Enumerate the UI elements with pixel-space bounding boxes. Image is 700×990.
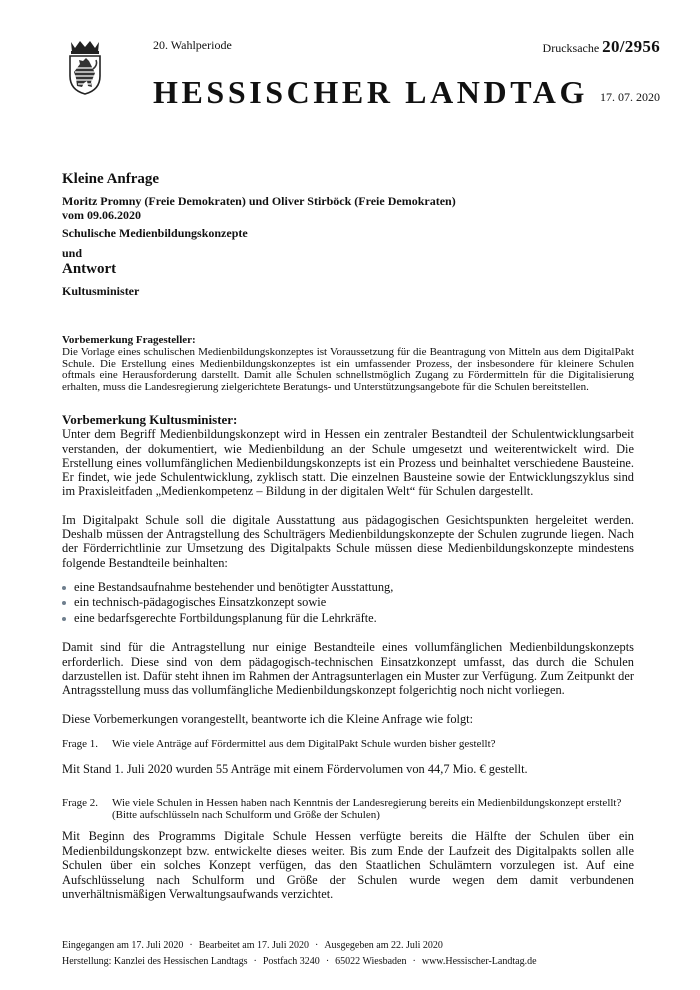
list-item: eine bedarfsgerechte Fortbildungsplanung für die Lehrkräfte. <box>62 611 634 627</box>
list-item: eine Bestandsaufnahme bestehender und benötigter Ausstattung, <box>62 580 634 596</box>
question-1 <box>62 738 634 750</box>
drucksache-number: 20/2956 <box>602 37 660 56</box>
paragraph: Unter dem Begriff Medienbildungskonzept wird in Hessen ein zentraler Bestandteil der Schulentwicklungsarbeit verstanden, der dokumentiert, wie Medienbildung an der Schule umgesetzt und weiterentwickelt wird. Die Erstellung eines vollumfänglichen Medienbildungskonzepts ist ein Prozess und beinhaltet verschiedene Bausteine. Er findet, wie jede Schulentwicklung, zyklisch statt. Die einzelnen Bausteine sowie der Entwicklungszyklus sind im Praxisleitfaden „Medienkompetenz – Bildung in der digitalen Welt“ für Schulen dargestellt. <box>62 427 634 499</box>
footer-website-link[interactable]: www.Hessischer-Landtag.de <box>421 956 537 967</box>
vorbemerkung-kultusminister-heading: Vorbemerkung Kultusminister: <box>62 412 238 427</box>
footer-separator: · <box>412 956 416 967</box>
footer-separator: · <box>325 956 330 967</box>
minister: Kultusminister <box>62 284 140 298</box>
wahlperiode: 20. Wahlperiode <box>153 38 232 52</box>
request-date: vom 09.06.2020 <box>62 208 141 222</box>
footer-ort: 65022 Wiesbaden <box>335 956 407 967</box>
document-date: 17. 07. 2020 <box>600 90 660 104</box>
drucksache-label <box>543 37 660 57</box>
paragraph: Damit sind für die Antragstellung nur einige Bestandteile eines vollumfänglichen Medienbildungskonzepts erforderlich. Diese sind von dem pädagogisch-technischen Einsatzkonzept umfasst, das durch die Schulen darzustellen ist. Dafür steht ihnen im Rahmen der Antragsunterlagen ein Muster zur Verfügung. Zum Zeitpunkt der Antragsstellung muss das vollumfängliche Medienbildungskonzept folgerichtig noch nicht vorliegen. <box>62 640 634 698</box>
vorbemerkung-fragesteller-text: Die Vorlage eines schulischen Medienbildungskonzeptes ist Voraussetzung für die Beantragung von Mitteln aus dem DigitalPakt Schule. Die Erstellung eines Medienbildungskonzeptes ist ein umfassender Prozess, der insbesondere für kleinere Schulen oftmals eine Herausforderung darstellt. Damit alle Schulen schnellstmöglich Zugang zu Fördermitteln für die Digitalisierung erhalten, muss die Landesregierung zielgerichtete Beratungs- und Unterstützungsangebote für die Schulen bereitstellen. <box>62 346 634 393</box>
page-title: HESSISCHER LANDTAG <box>153 74 588 110</box>
footer-postfach: Postfach 3240 <box>262 956 320 967</box>
question-label: Frage 2. <box>62 797 99 809</box>
footer-dates <box>62 940 443 951</box>
footer-separator: · <box>253 956 257 967</box>
footer-ausgegeben: Ausgegeben am 22. Juli 2020 <box>324 940 443 951</box>
drucksache-text: Drucksache <box>542 41 600 55</box>
footer-herstellung: Herstellung: Kanzlei des Hessischen Landtags <box>62 956 248 967</box>
list-item: ein technisch-pädagogisches Einsatzkonzept sowie <box>62 595 634 611</box>
answer-1: Mit Stand 1. Juli 2020 wurden 55 Anträge mit einem Fördervolumen von 44,7 Mio. € gestellt. <box>62 762 528 776</box>
footer-publisher <box>62 956 537 967</box>
footer-separator: · <box>314 940 319 951</box>
vorbemerkung-fragesteller <box>62 334 634 393</box>
bullet-list <box>62 580 634 627</box>
footer-eingegangen: Eingegangen am 17. Juli 2020 <box>62 940 184 951</box>
footer-bearbeitet: Bearbeitet am 17. Juli 2020 <box>198 940 309 951</box>
question-label: Frage 1. <box>62 738 99 750</box>
authors: Moritz Promny (Freie Demokraten) und Oliver Stirböck (Freie Demokraten) <box>62 194 456 208</box>
question-text: Wie viele Anträge auf Fördermittel aus dem DigitalPakt Schule wurden bisher gestellt? <box>112 738 496 750</box>
antwort-heading: Antwort <box>62 261 117 277</box>
document-type: Kleine Anfrage <box>62 171 160 187</box>
answer-2: Mit Beginn des Programms Digitale Schule Hessen verfügte bereits die Hälfte der Schulen über ein Medienbildungskonzept bzw. entwickelte dieses weiter. Bis zum Ende der Laufzeit des Digitalpakts sollen alle Schulen über ein solches Konzept verfügen, das den Staatlichen Schulämtern vorzulegen ist. Auf eine Aufschlüsselung nach Schulform und Größe der Schulen wurde wegen dem damit verbundenen unverhältnismäßigen Verwaltungsaufwands verzichtet. <box>62 829 634 902</box>
footer-separator: · <box>189 940 193 951</box>
question-2 <box>62 797 634 821</box>
question-text: Wie viele Schulen in Hessen haben nach Kenntnis der Landesregierung bereits ein Medienbildungskonzept erstellt? (Bitte aufschlüsseln nach Schulform und Größe der Schulen) <box>112 797 622 821</box>
paragraph: Im Digitalpakt Schule soll die digitale Ausstattung aus pädagogischen Gesichtspunkten hergeleitet werden. Deshalb müssen der Antragstellung des Schulträgers Medienbildungskonzepte der Schulen zugrunde liegen. Nach der Förderrichtlinie zur Umsetzung des Digitalpakts Schule müssen diese Medienbildungskonzepte mindestens folgende Bestandteile beinhalten: <box>62 512 634 570</box>
paragraph: Diese Vorbemerkungen vorangestellt, beantworte ich die Kleine Anfrage wie folgt: <box>62 711 474 726</box>
vorbemerkung-kultusminister <box>62 413 634 726</box>
hessen-coat-of-arms-icon <box>62 38 108 96</box>
meta-block <box>62 171 622 298</box>
topic: Schulische Medienbildungskonzepte <box>62 226 248 240</box>
und-label: und <box>62 246 83 260</box>
vorbemerkung-fragesteller-heading: Vorbemerkung Fragesteller: <box>62 334 196 346</box>
